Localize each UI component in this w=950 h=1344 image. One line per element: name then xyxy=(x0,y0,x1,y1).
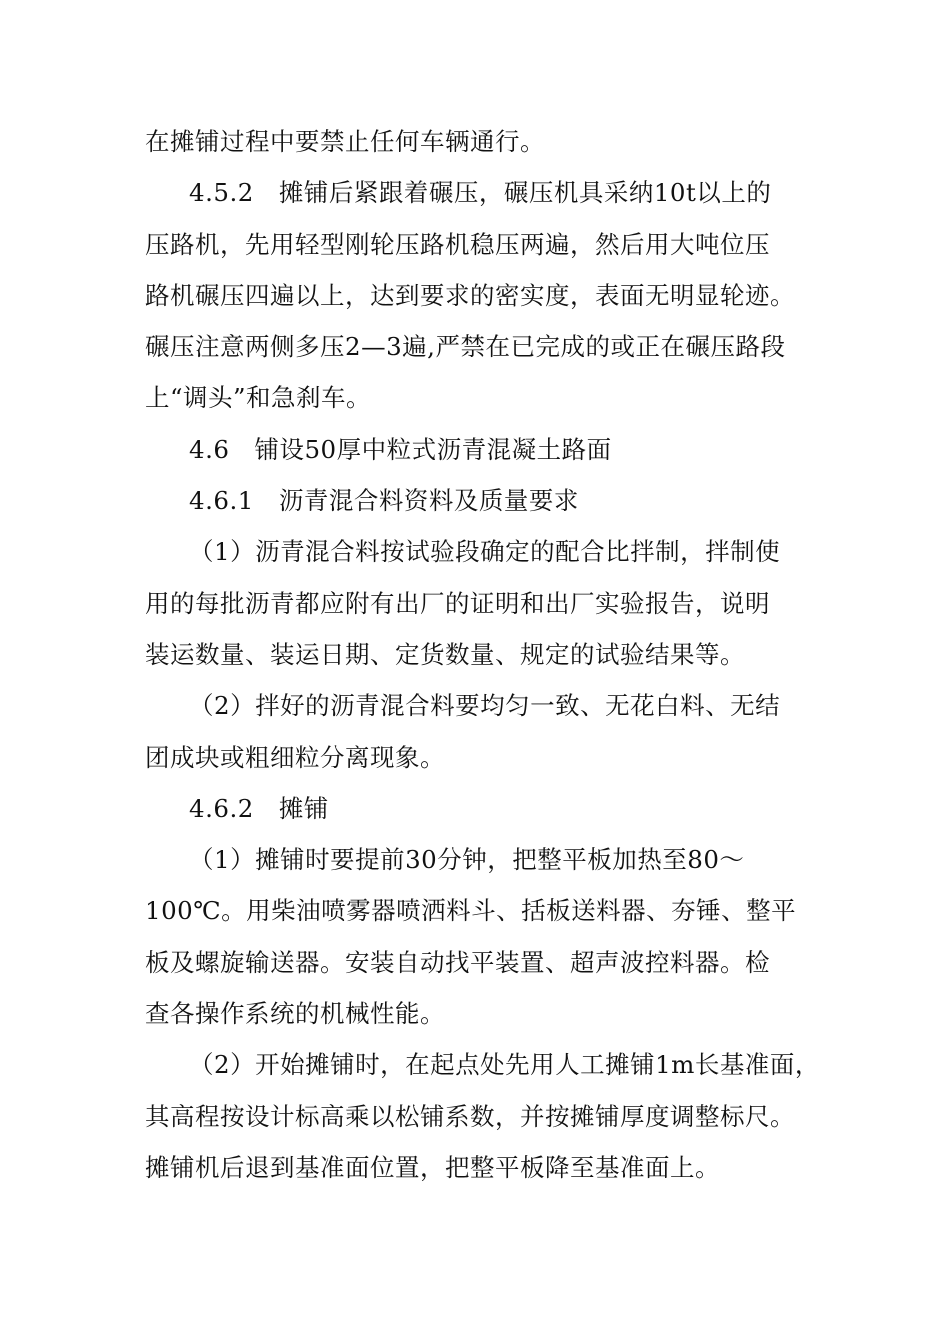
text-line: （2）开始摊铺时，在起点处先用人工摊铺1m长基准面， xyxy=(189,1050,820,1080)
text-line: 板及螺旋输送器。安装自动找平装置、超声波控料器。检 xyxy=(145,947,770,977)
text-line: 查各操作系统的机械性能。 xyxy=(145,999,445,1029)
text-line: 上“调头”和急刹车。 xyxy=(145,383,372,413)
text-line: 碾压注意两侧多压2—3遍,严禁在已完成的或正在碾压路段 xyxy=(145,332,786,362)
text-line: （1）沥青混合料按试验段确定的配合比拌制，拌制使 xyxy=(189,537,781,567)
body-text xyxy=(145,116,825,1193)
text-line: 压路机，先用轻型刚轮压路机稳压两遍，然后用大吨位压 xyxy=(145,229,770,259)
text-line: （1）摊铺时要提前30分钟，把整平板加热至80～ xyxy=(189,845,745,875)
section-heading: 4.6 铺设50厚中粒式沥青混凝土路面 xyxy=(189,434,612,464)
text-line: 4.5.2 摊铺后紧跟着碾压，碾压机具采纳10t以上的 xyxy=(189,178,772,208)
text-line: 装运数量、装运日期、定货数量、规定的试验结果等。 xyxy=(145,639,745,669)
text-line: （2）拌好的沥青混合料要均匀一致、无花白料、无结 xyxy=(189,691,781,721)
subsection-heading: 4.6.2 摊铺 xyxy=(189,793,329,823)
text-line: 团成块或粗细粒分离现象。 xyxy=(145,742,445,772)
text-line: 其高程按设计标高乘以松铺系数，并按摊铺厚度调整标尺。 xyxy=(145,1101,795,1131)
text-line: 在摊铺过程中要禁止任何车辆通行。 xyxy=(145,127,545,156)
text-line: 摊铺机后退到基准面位置，把整平板降至基准面上。 xyxy=(145,1152,720,1182)
text-line: 路机碾压四遍以上，达到要求的密实度，表面无明显轮迹。 xyxy=(145,280,795,310)
subsection-heading: 4.6.1 沥青混合料资料及质量要求 xyxy=(189,486,579,516)
text-line: 用的每批沥青都应附有出厂的证明和出厂实验报告，说明 xyxy=(145,588,770,618)
text-line: 100℃。用柴油喷雾器喷洒料斗、括板送料器、夯锤、整平 xyxy=(145,896,797,926)
